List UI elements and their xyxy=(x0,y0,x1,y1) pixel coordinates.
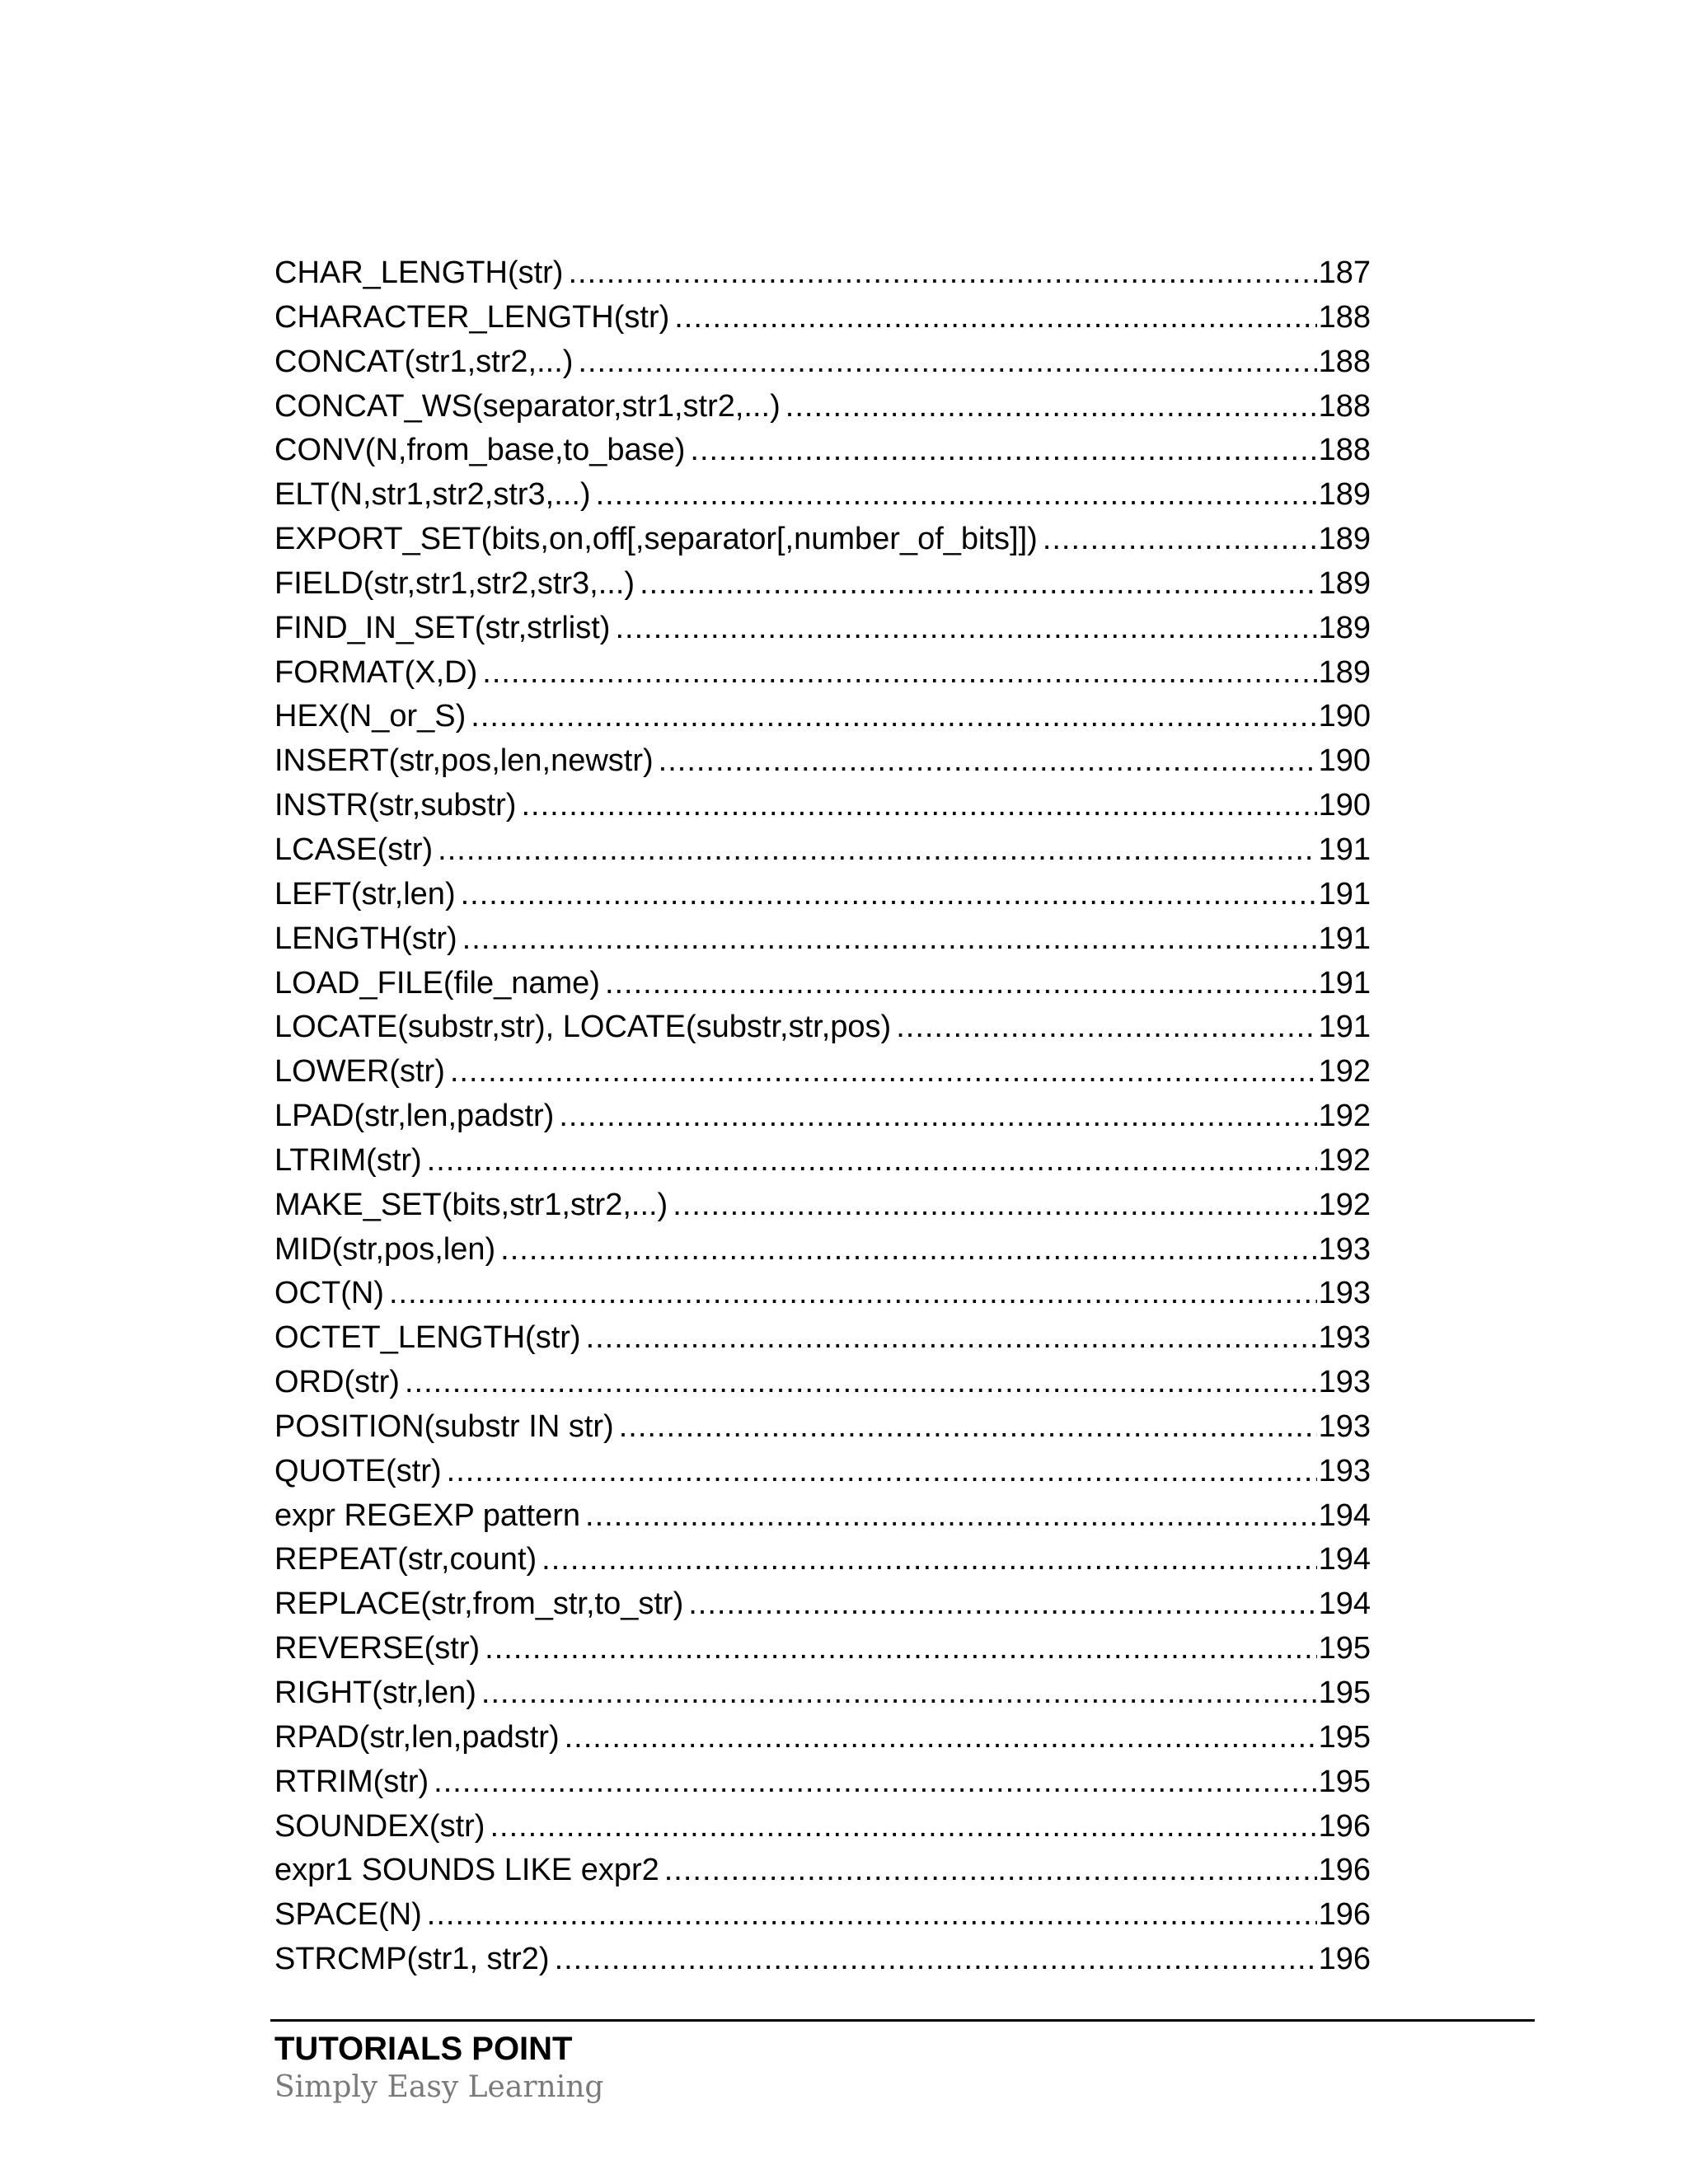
toc-entry[interactable] xyxy=(274,607,1371,651)
toc-dot-leader xyxy=(659,739,1317,784)
toc-dot-leader xyxy=(568,251,1316,296)
toc-entry-page: 193 xyxy=(1318,1276,1371,1311)
toc-entry[interactable] xyxy=(274,1671,1371,1716)
toc-dot-leader xyxy=(481,1671,1317,1716)
toc-dot-leader xyxy=(427,1139,1317,1183)
toc-entry-page: 194 xyxy=(1318,1497,1371,1533)
toc-dot-leader xyxy=(461,873,1317,917)
toc-entry-page: 188 xyxy=(1318,433,1371,468)
toc-entry[interactable] xyxy=(274,1272,1371,1316)
toc-entry-page: 193 xyxy=(1318,1320,1371,1356)
toc-entry-title: LOAD_FILE(file_name) xyxy=(274,965,600,1001)
toc-dot-leader xyxy=(615,607,1316,651)
toc-dot-leader xyxy=(405,1361,1317,1405)
toc-dot-leader xyxy=(447,1450,1317,1494)
toc-entry[interactable] xyxy=(274,828,1371,873)
toc-entry-title: LCASE(str) xyxy=(274,832,434,867)
toc-entry-page: 191 xyxy=(1318,876,1371,912)
toc-entry-page: 192 xyxy=(1318,1187,1371,1222)
toc-entry[interactable] xyxy=(274,1005,1371,1050)
toc-entry[interactable] xyxy=(274,1716,1371,1760)
toc-entry-title: MID(str,pos,len) xyxy=(274,1231,496,1267)
toc-entry-title: REPEAT(str,count) xyxy=(274,1542,537,1577)
toc-dot-leader xyxy=(434,1760,1316,1805)
toc-entry[interactable] xyxy=(274,473,1371,518)
toc-entry-page: 195 xyxy=(1318,1631,1371,1666)
toc-entry-page: 188 xyxy=(1318,299,1371,335)
toc-dot-leader xyxy=(389,1272,1317,1316)
toc-entry-title: CONCAT(str1,str2,...) xyxy=(274,344,574,379)
toc-entry[interactable] xyxy=(274,1893,1371,1938)
toc-entry-title: LTRIM(str) xyxy=(274,1142,422,1178)
toc-dot-leader xyxy=(482,651,1316,696)
toc-entry[interactable] xyxy=(274,1228,1371,1272)
toc-dot-leader xyxy=(619,1405,1317,1450)
toc-entry-page: 196 xyxy=(1318,1942,1371,1977)
toc-dot-leader xyxy=(585,1494,1317,1539)
toc-dot-leader xyxy=(565,1716,1317,1760)
toc-entry[interactable] xyxy=(274,1405,1371,1450)
toc-entry-title: LEFT(str,len) xyxy=(274,876,456,912)
toc-entry-page: 194 xyxy=(1318,1586,1371,1622)
toc-entry-title: FIELD(str,str1,str2,str3,...) xyxy=(274,565,635,601)
toc-entry[interactable] xyxy=(274,296,1371,340)
toc-entry-title: QUOTE(str) xyxy=(274,1453,442,1488)
toc-entry-page: 190 xyxy=(1318,743,1371,779)
toc-entry[interactable] xyxy=(274,1538,1371,1582)
toc-dot-leader xyxy=(896,1005,1316,1050)
toc-entry-title: SOUNDEX(str) xyxy=(274,1808,485,1844)
toc-entry-title: OCTET_LENGTH(str) xyxy=(274,1320,581,1356)
toc-entry[interactable] xyxy=(274,917,1371,962)
toc-entry-page: 190 xyxy=(1318,699,1371,734)
toc-dot-leader xyxy=(785,385,1317,429)
toc-entry-page: 191 xyxy=(1318,1010,1371,1045)
toc-entry-title: FIND_IN_SET(str,strlist) xyxy=(274,610,611,645)
toc-dot-leader xyxy=(427,1893,1317,1938)
toc-entry[interactable] xyxy=(274,873,1371,917)
toc-entry-title: LPAD(str,len,padstr) xyxy=(274,1099,555,1134)
toc-entry-title: EXPORT_SET(bits,on,off[,separator[,number_of_bits]]) xyxy=(274,522,1038,557)
toc-entry-title: CONCAT_WS(separator,str1,str2,...) xyxy=(274,388,781,424)
toc-entry[interactable] xyxy=(274,1183,1371,1228)
toc-entry-page: 188 xyxy=(1318,388,1371,424)
toc-entry-page: 194 xyxy=(1318,1542,1371,1577)
toc-entry-title: RTRIM(str) xyxy=(274,1764,429,1799)
toc-dot-leader xyxy=(438,828,1316,873)
toc-entry[interactable] xyxy=(274,1494,1371,1539)
toc-dot-leader xyxy=(640,562,1317,607)
toc-dot-leader xyxy=(605,962,1317,1006)
toc-dot-leader xyxy=(688,1582,1316,1627)
toc-entry-title: INSERT(str,pos,len,newstr) xyxy=(274,743,654,779)
toc-entry-title: INSTR(str,substr) xyxy=(274,788,517,823)
toc-dot-leader xyxy=(471,695,1316,739)
toc-entry-title: REPLACE(str,from_str,to_str) xyxy=(274,1586,684,1622)
footer-divider xyxy=(270,2019,1535,2022)
toc-entry[interactable] xyxy=(274,1760,1371,1805)
toc-entry[interactable] xyxy=(274,1094,1371,1139)
toc-entry-page: 189 xyxy=(1318,477,1371,513)
toc-entry[interactable] xyxy=(274,562,1371,607)
toc-entry[interactable] xyxy=(274,651,1371,696)
toc-dot-leader xyxy=(490,1805,1316,1849)
toc-entry-title: FORMAT(X,D) xyxy=(274,654,478,690)
toc-entry-page: 195 xyxy=(1318,1675,1371,1710)
toc-entry-page: 191 xyxy=(1318,832,1371,867)
toc-entry-title: LENGTH(str) xyxy=(274,921,457,956)
toc-entry-page: 189 xyxy=(1318,522,1371,557)
toc-entry[interactable] xyxy=(274,1450,1371,1494)
footer-brand: TUTORIALS POINT xyxy=(274,2031,573,2067)
toc-entry-title: STRCMP(str1, str2) xyxy=(274,1942,550,1977)
toc-dot-leader xyxy=(485,1627,1316,1671)
toc-entry-page: 195 xyxy=(1318,1719,1371,1755)
toc-entry-page: 196 xyxy=(1318,1853,1371,1888)
toc-dot-leader xyxy=(462,917,1317,962)
toc-entry-page: 188 xyxy=(1318,344,1371,379)
toc-entry[interactable] xyxy=(274,518,1371,562)
toc-dot-leader xyxy=(664,1849,1317,1893)
toc-entry-page: 193 xyxy=(1318,1453,1371,1488)
toc-entry-page: 189 xyxy=(1318,610,1371,645)
toc-entry-title: LOCATE(substr,str), LOCATE(substr,str,pos) xyxy=(274,1010,892,1045)
toc-entry[interactable] xyxy=(274,385,1371,429)
toc-entry[interactable] xyxy=(274,1938,1371,1982)
toc-entry[interactable] xyxy=(274,1361,1371,1405)
toc-entry-title: expr REGEXP pattern xyxy=(274,1497,581,1533)
toc-entry-title: RPAD(str,len,padstr) xyxy=(274,1719,560,1755)
toc-entry[interactable] xyxy=(274,739,1371,784)
toc-entry-page: 192 xyxy=(1318,1142,1371,1178)
toc-entry-title: LOWER(str) xyxy=(274,1054,445,1090)
toc-dot-leader xyxy=(596,473,1317,518)
toc-entry-title: ELT(N,str1,str2,str3,...) xyxy=(274,477,591,513)
toc-entry[interactable] xyxy=(274,340,1371,385)
toc-dot-leader xyxy=(521,784,1316,828)
toc-entry[interactable] xyxy=(274,1805,1371,1849)
toc-entry-title: CHAR_LENGTH(str) xyxy=(274,255,564,290)
toc-entry-page: 190 xyxy=(1318,788,1371,823)
toc-entry-page: 196 xyxy=(1318,1808,1371,1844)
toc-dot-leader xyxy=(674,296,1316,340)
toc-entry-page: 187 xyxy=(1318,255,1371,290)
toc-entry-page: 192 xyxy=(1318,1054,1371,1090)
toc-dot-leader xyxy=(500,1228,1316,1272)
toc-entry-title: expr1 SOUNDS LIKE expr2 xyxy=(274,1853,659,1888)
toc-entry-title: SPACE(N) xyxy=(274,1897,422,1933)
toc-entry[interactable] xyxy=(274,1139,1371,1183)
toc-dot-leader xyxy=(1043,518,1317,562)
toc-entry-page: 193 xyxy=(1318,1231,1371,1267)
toc-entry-title: HEX(N_or_S) xyxy=(274,699,467,734)
toc-entry-page: 191 xyxy=(1318,921,1371,956)
toc-entry[interactable] xyxy=(274,251,1371,296)
toc-entry-page: 196 xyxy=(1318,1897,1371,1933)
toc-entry-page: 193 xyxy=(1318,1365,1371,1400)
toc-dot-leader xyxy=(559,1094,1316,1139)
toc-entry-page: 193 xyxy=(1318,1408,1371,1444)
toc-entry[interactable] xyxy=(274,1316,1371,1361)
toc-entry-title: REVERSE(str) xyxy=(274,1631,481,1666)
toc-entry-page: 189 xyxy=(1318,654,1371,690)
toc-entry-title: POSITION(substr IN str) xyxy=(274,1408,614,1444)
toc-entry[interactable] xyxy=(274,1050,1371,1094)
table-of-contents xyxy=(274,251,1371,1982)
toc-entry-title: CONV(N,from_base,to_base) xyxy=(274,433,686,468)
toc-entry[interactable] xyxy=(274,962,1371,1006)
toc-dot-leader xyxy=(690,429,1316,473)
toc-entry-title: OCT(N) xyxy=(274,1276,384,1311)
toc-dot-leader xyxy=(673,1183,1316,1228)
toc-entry[interactable] xyxy=(274,1849,1371,1893)
toc-entry-page: 195 xyxy=(1318,1764,1371,1799)
toc-dot-leader xyxy=(586,1316,1317,1361)
footer-tagline: Simply Easy Learning xyxy=(274,2070,604,2104)
toc-dot-leader xyxy=(578,340,1316,385)
toc-entry[interactable] xyxy=(274,429,1371,473)
toc-entry[interactable] xyxy=(274,784,1371,828)
toc-entry-title: ORD(str) xyxy=(274,1365,400,1400)
toc-entry-page: 192 xyxy=(1318,1099,1371,1134)
toc-entry-page: 191 xyxy=(1318,965,1371,1001)
toc-entry[interactable] xyxy=(274,1582,1371,1627)
toc-entry[interactable] xyxy=(274,1627,1371,1671)
toc-entry-title: MAKE_SET(bits,str1,str2,...) xyxy=(274,1187,668,1222)
toc-dot-leader xyxy=(542,1538,1316,1582)
toc-dot-leader xyxy=(450,1050,1317,1094)
toc-dot-leader xyxy=(555,1938,1317,1982)
toc-entry[interactable] xyxy=(274,695,1371,739)
toc-entry-title: RIGHT(str,len) xyxy=(274,1675,476,1710)
toc-entry-title: CHARACTER_LENGTH(str) xyxy=(274,299,670,335)
toc-entry-page: 189 xyxy=(1318,565,1371,601)
